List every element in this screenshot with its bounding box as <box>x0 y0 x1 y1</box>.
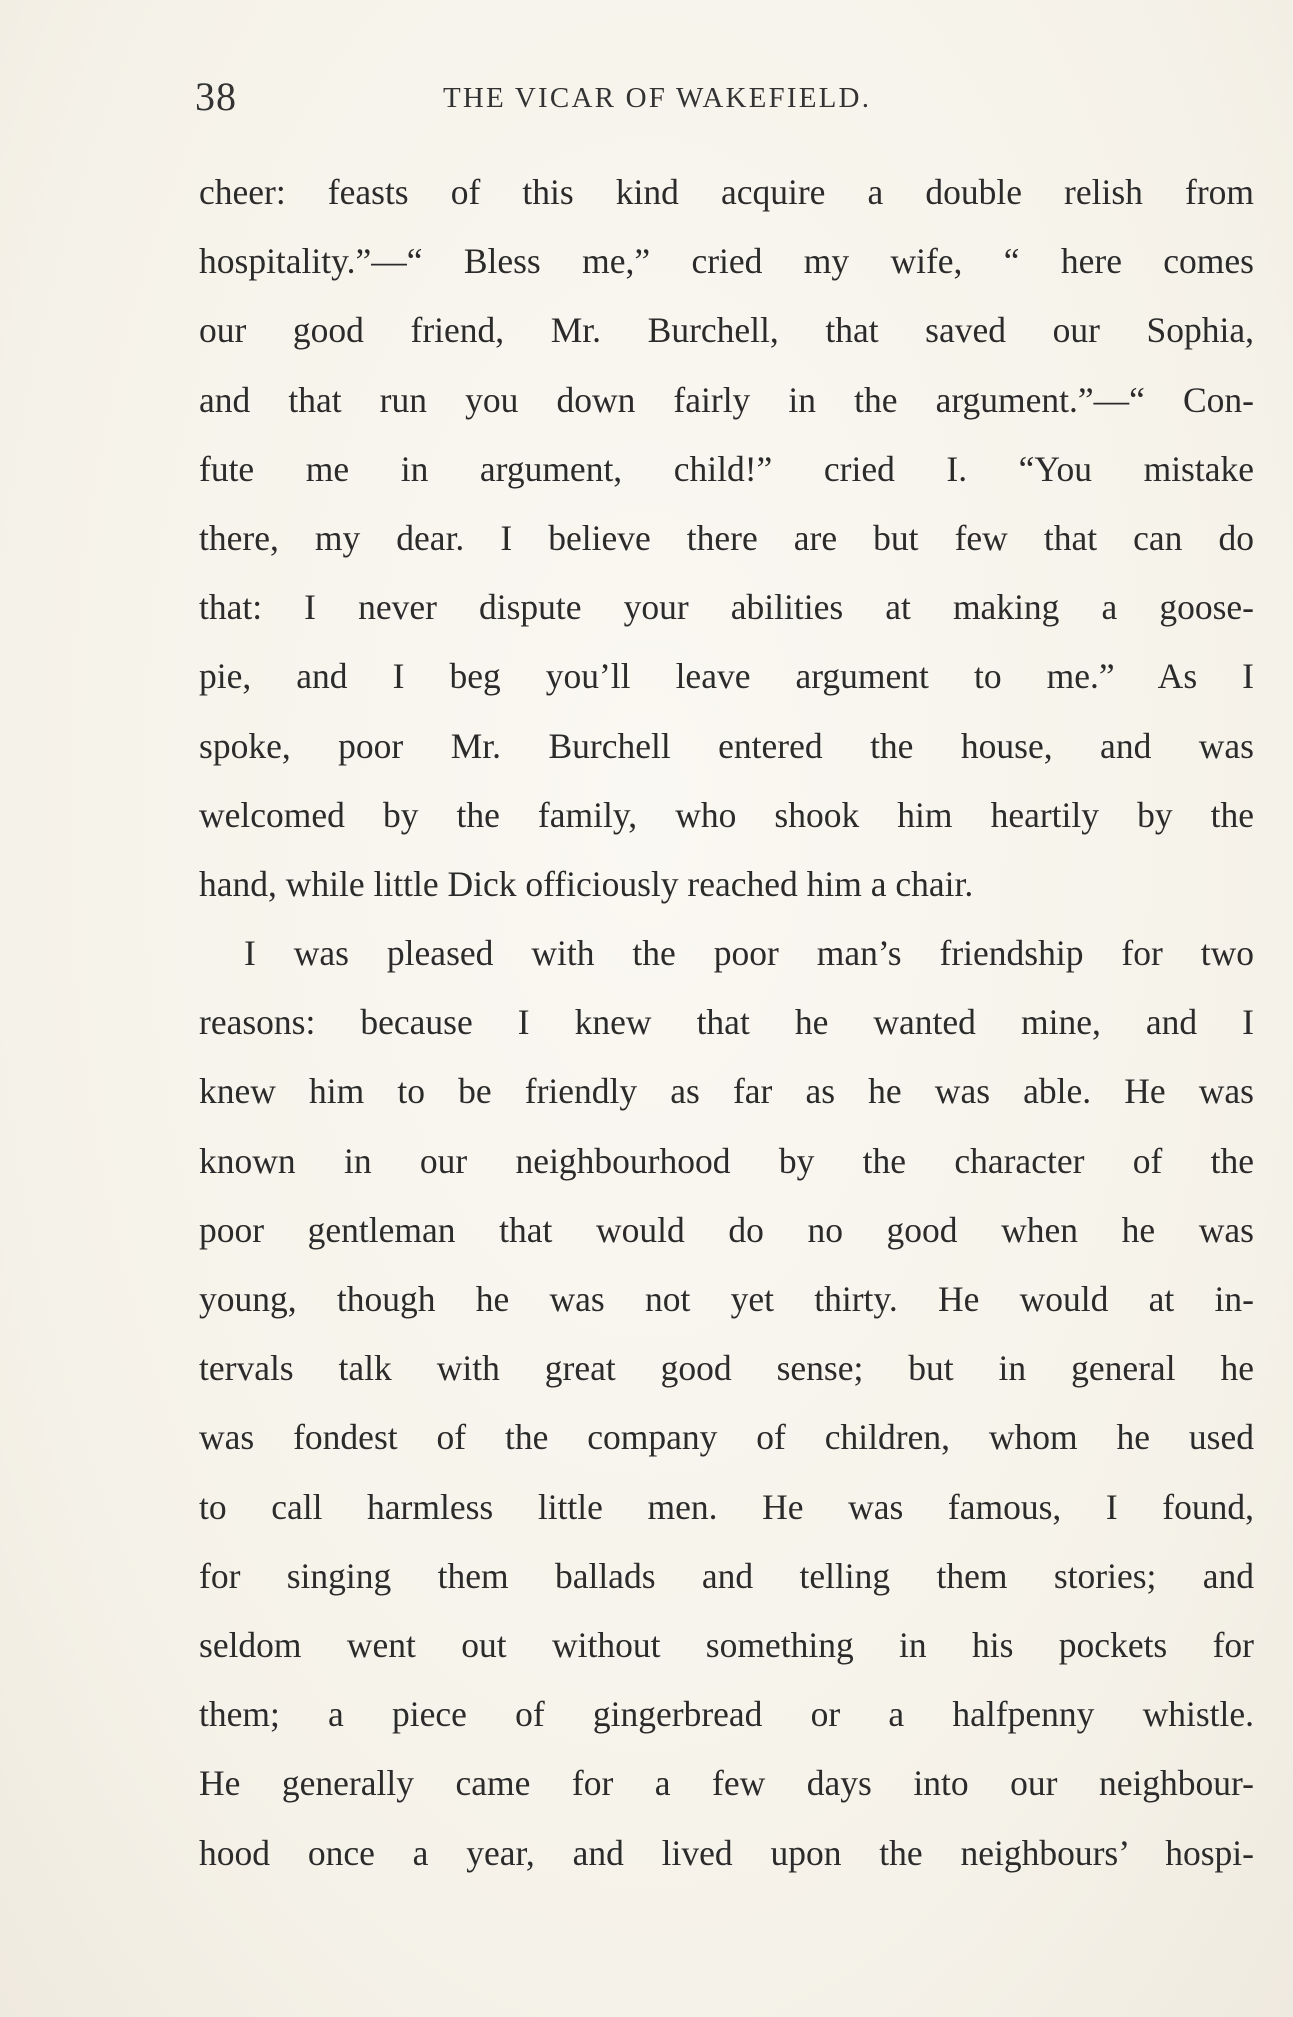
text-line: seldom went out without something in his pockets for <box>199 1624 1254 1665</box>
body-text <box>199 158 1254 1888</box>
text-line: spoke, poor Mr. Burchell entered the house, and was <box>199 725 1254 766</box>
page-number: 38 <box>195 74 237 119</box>
text-line: and that run you down fairly in the argument.”—“ Con- <box>199 379 1254 420</box>
text-line: welcomed by the family, who shook him heartily by the <box>199 794 1254 835</box>
text-line: for singing them ballads and telling them stories; and <box>199 1555 1254 1596</box>
text-line: knew him to be friendly as far as he was able. He was <box>199 1071 1254 1112</box>
text-line: to call harmless little men. He was famous, I found, <box>199 1486 1254 1527</box>
text-line: hospitality.”—“ Bless me,” cried my wife, “ here comes <box>199 241 1254 282</box>
text-line: I was pleased with the poor man’s friendship for two <box>244 933 1254 974</box>
text-line: pie, and I beg you’ll leave argument to me.” As I <box>199 656 1254 697</box>
text-line: cheer: feasts of this kind acquire a double relish from <box>199 172 1254 212</box>
text-line: our good friend, Mr. Burchell, that saved our Sophia, <box>199 310 1254 351</box>
text-line: poor gentleman that would do no good when he was <box>199 1209 1254 1250</box>
text-line: reasons: because I knew that he wanted mine, and I <box>199 1002 1254 1043</box>
running-title: THE VICAR OF WAKEFIELD. <box>443 82 872 114</box>
text-line: there, my dear. I believe there are but few that can do <box>199 517 1254 558</box>
text-line: fute me in argument, child!” cried I. “You mistake <box>199 448 1254 489</box>
text-line: He generally came for a few days into our neighbour- <box>199 1763 1254 1804</box>
text-line: hand, while little Dick officiously reached him a chair. <box>199 863 974 904</box>
text-line: hood once a year, and lived upon the neighbours’ hospi- <box>199 1832 1254 1873</box>
text-line: known in our neighbourhood by the character of the <box>199 1140 1254 1181</box>
text-line: them; a piece of gingerbread or a halfpenny whistle. <box>199 1694 1254 1735</box>
running-head <box>195 72 1250 122</box>
text-line: that: I never dispute your abilities at making a goose- <box>199 587 1254 628</box>
text-line: young, though he was not yet thirty. He would at in- <box>199 1279 1254 1319</box>
text-line: was fondest of the company of children, whom he used <box>199 1417 1254 1458</box>
text-line: tervals talk with great good sense; but in general he <box>199 1348 1254 1389</box>
